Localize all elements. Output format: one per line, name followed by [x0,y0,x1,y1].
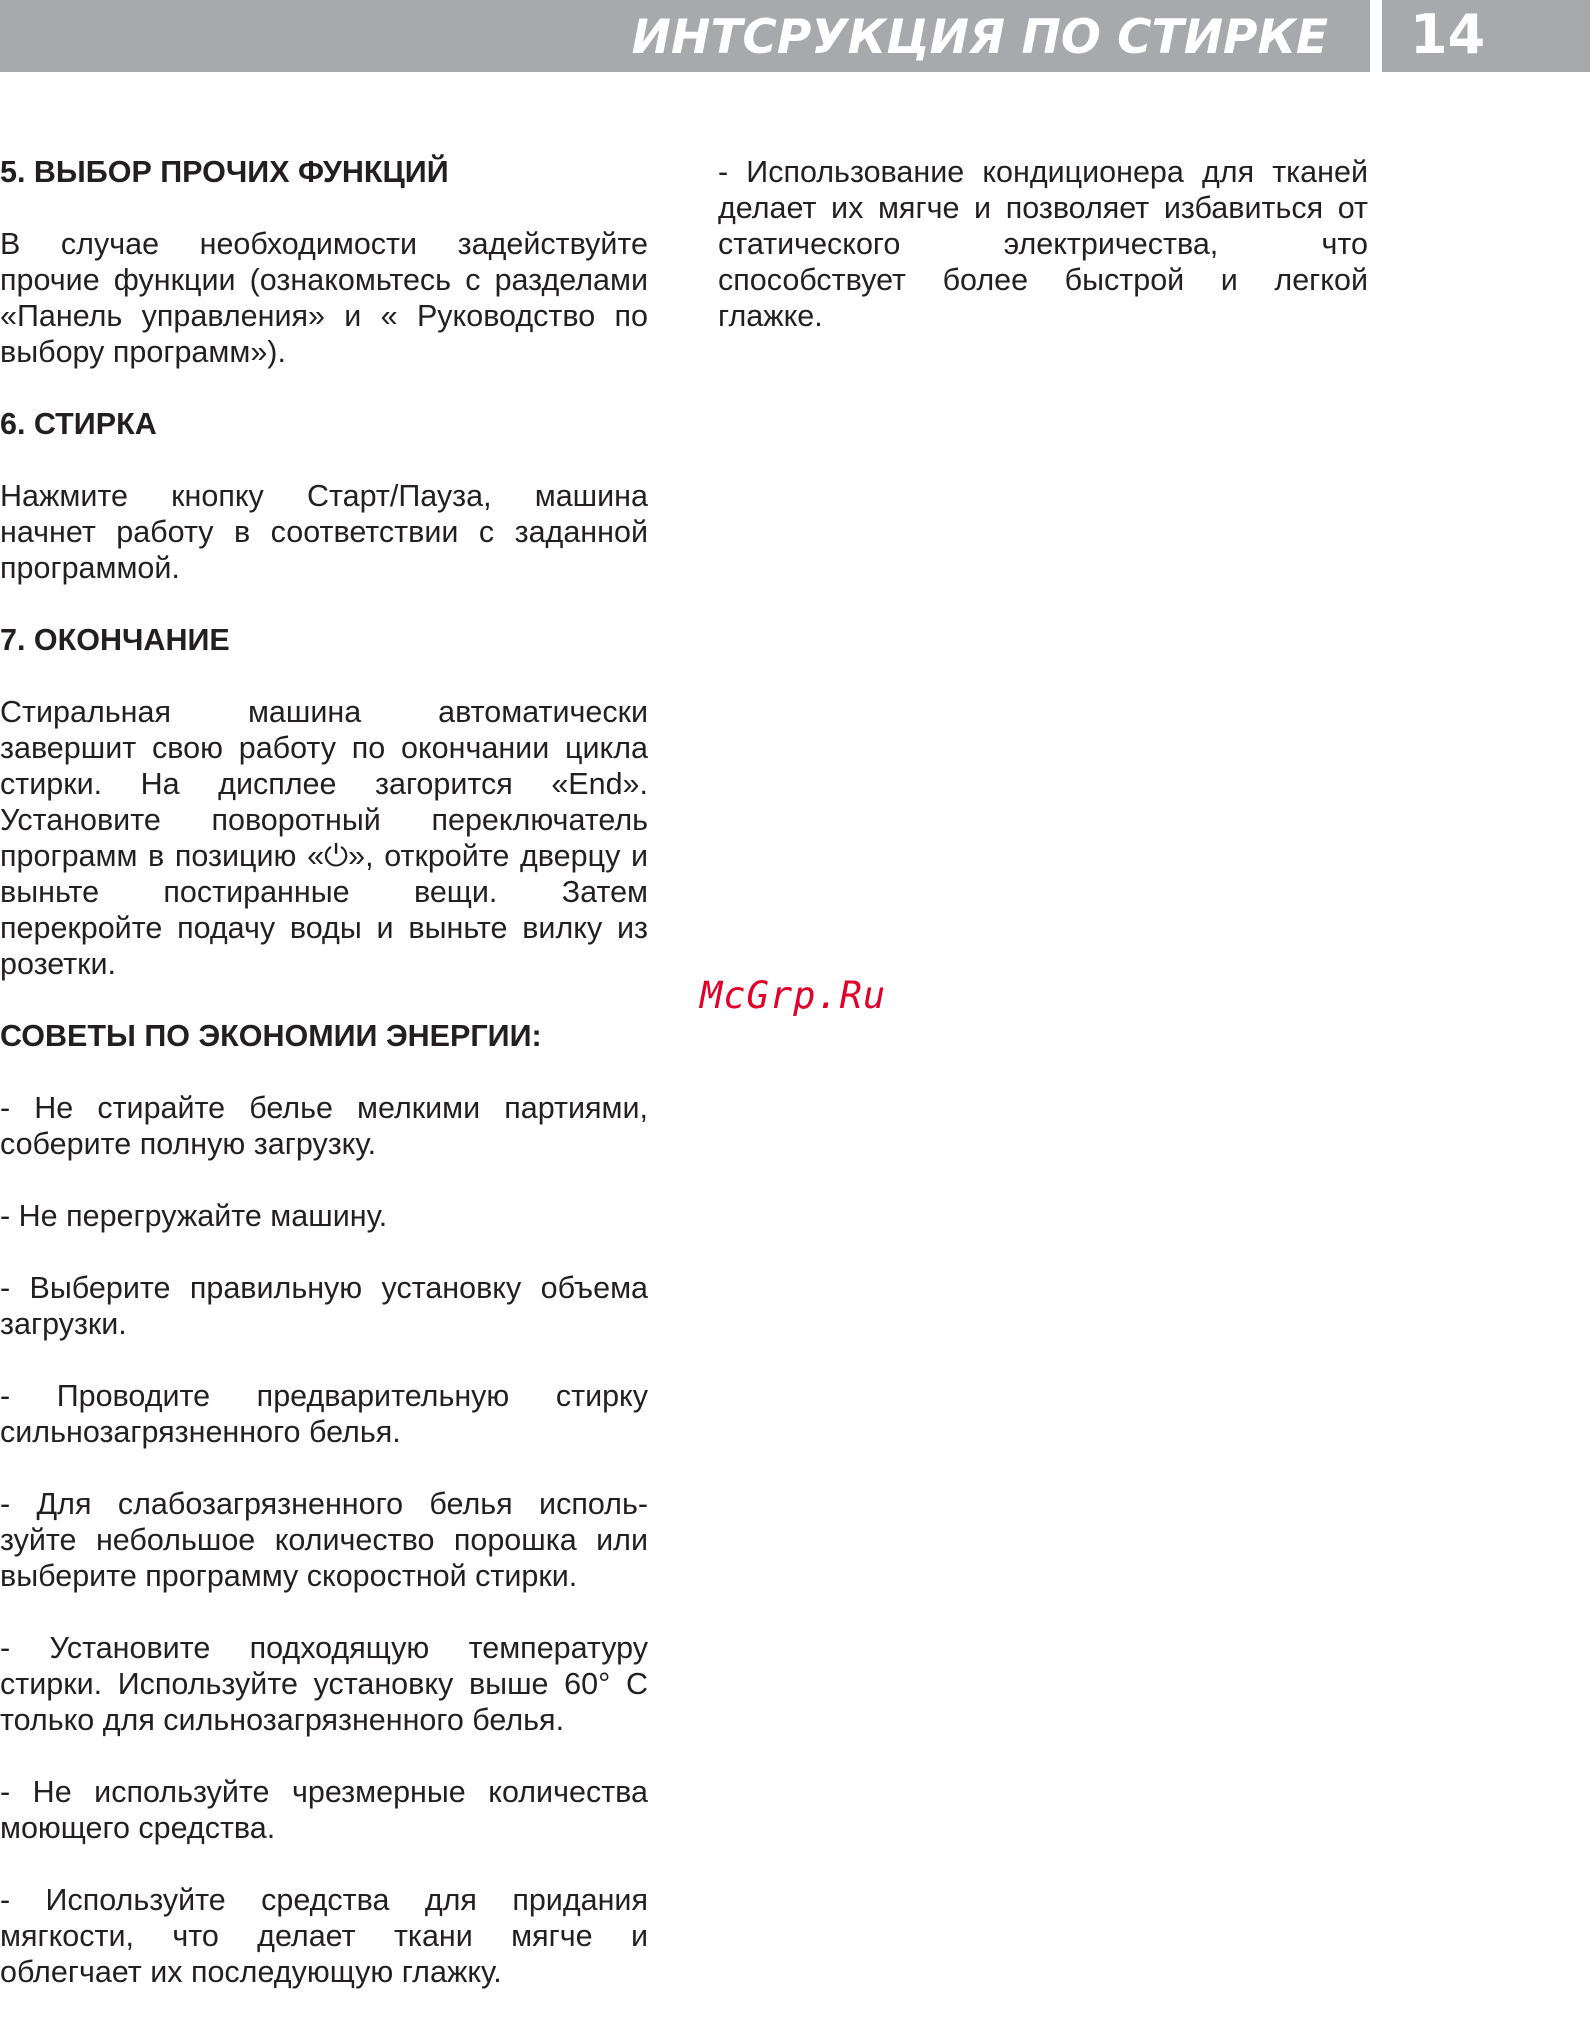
section-6-heading: 6. СТИРКА [0,407,157,441]
energy-tip: - Установите подходящую температуру стирки. Используйте установку выше 60° С только для сильнозагрязненного белья. [0,1631,648,1737]
softener-tip: - Использование кондиционера для тканей делает их мягче и позволяет избавиться от статического электричества, что способствует более быстрой и легкой глажке. [718,155,1368,333]
energy-tip: - Не перегружайте машину. [0,1199,388,1233]
energy-tip: - Проводите предварительную стирку сильнозагрязненного белья. [0,1379,648,1449]
energy-tip: - Выберите правильную установку объема загрузки. [0,1271,648,1341]
header-bar [0,0,1370,72]
section-7-text: Стиральная машина автоматически завершит свою работу по окончании цикла стирки. На дисплее загорится «End». Установите поворотный переключатель программ в позицию «⏻», откройте дверцу и выньте постиранные вещи. Затем перекройте подачу воды и выньте вилку из розетки. [0,695,648,981]
section-6-text: Нажмите кнопку Старт/Пауза, машина начнет работу в соответствии с заданной программой. [0,479,648,585]
section-5-heading: 5. ВЫБОР ПРОЧИХ ФУНКЦИЙ [0,155,449,189]
right-column [718,154,1368,370]
energy-tips-heading: СОВЕТЫ ПО ЭКОНОМИИ ЭНЕРГИИ: [0,1019,542,1053]
page-number: 14 [1410,3,1486,66]
watermark: McGrp.Ru [700,974,887,1017]
page-number-box [1382,0,1590,72]
energy-tip: - Для слабозагрязненного белья исполь-зуйте небольшое количество порошка или выберите программу скоростной стирки. [0,1487,648,1593]
left-column [0,154,648,2026]
section-7-heading: 7. ОКОНЧАНИЕ [0,623,230,657]
energy-tip: - Не стирайте белье мелкими партиями, соберите полную загрузку. [0,1091,648,1161]
section-5-text: В случае необходимости задействуйте прочие функции (ознакомьтесь с разделами «Панель управления» и « Руководство по выбору программ»). [0,227,648,369]
energy-tip: - Не используйте чрезмерные количества моющего средства. [0,1775,648,1845]
energy-tip: - Используйте средства для придания мягкости, что делает ткани мягче и облегчает их последующую глажку. [0,1883,648,1989]
header-title: ИНТСРУКЦИЯ ПО СТИРКЕ [631,10,1328,65]
